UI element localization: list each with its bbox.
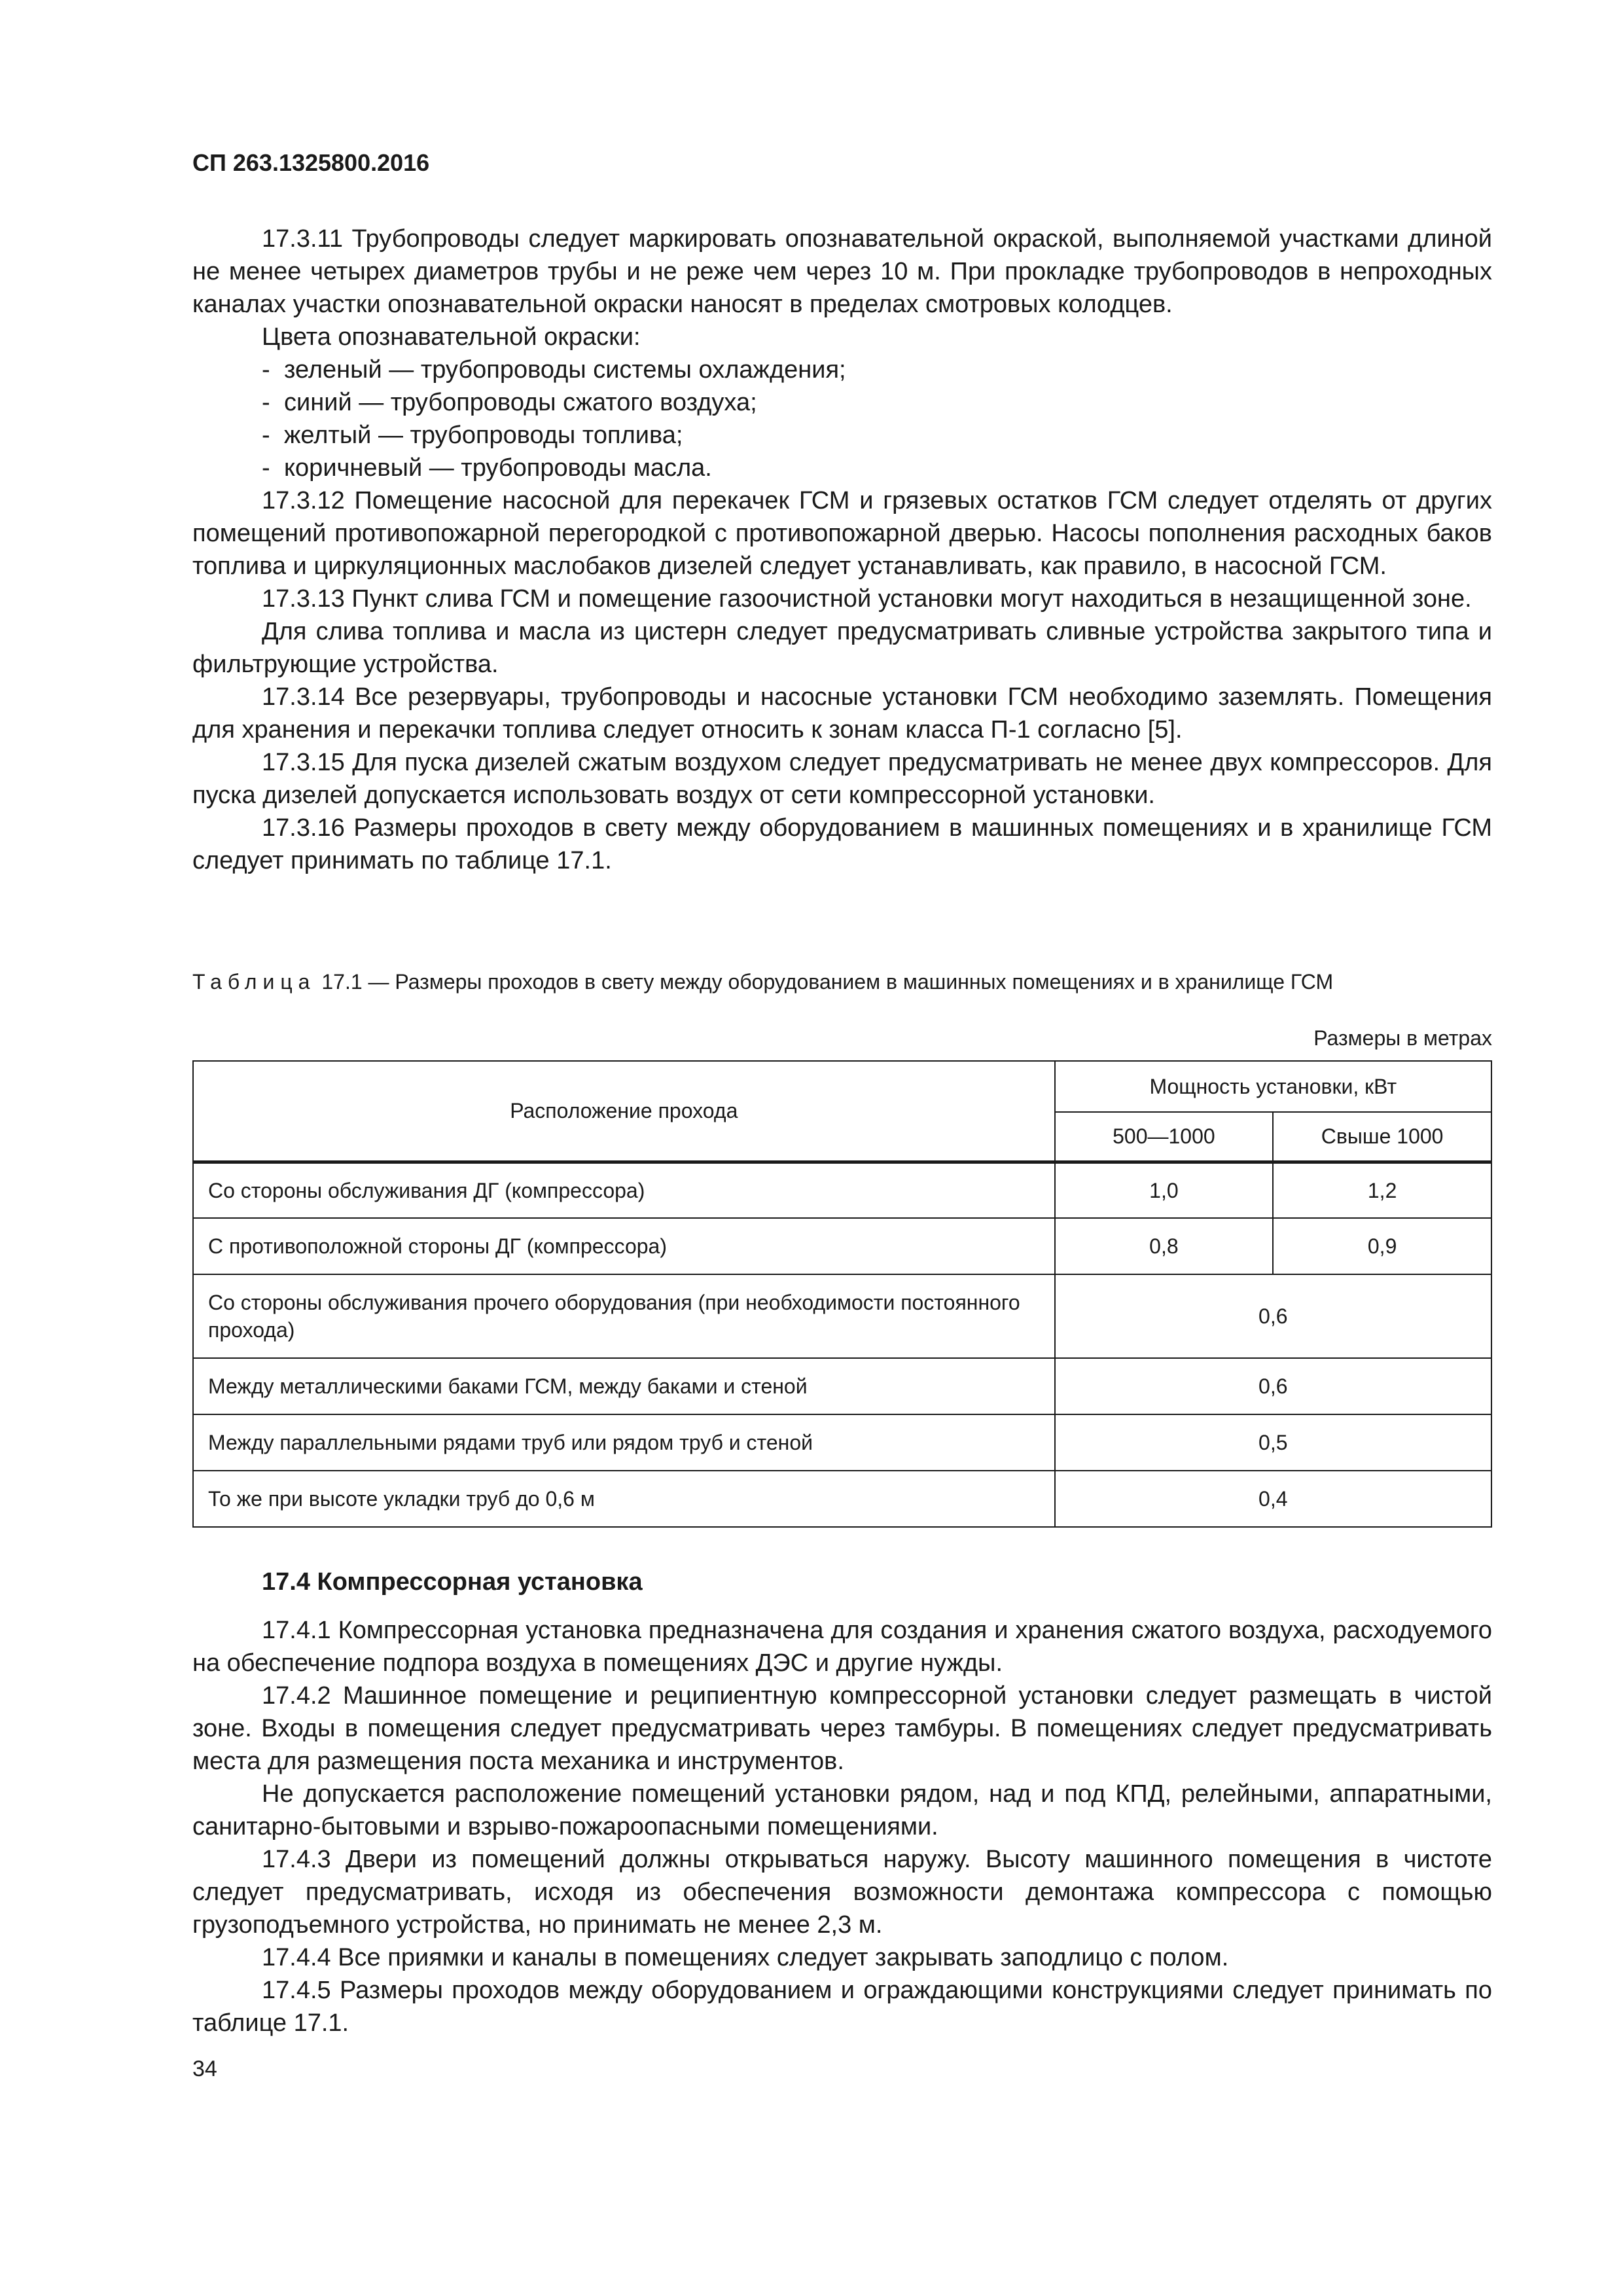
row-value: 0,6 [1055, 1274, 1491, 1358]
paragraph-17-3-14: 17.3.14 Все резервуары, трубопроводы и насосные установки ГСМ необходимо заземлять. Помещения для хранения и перекачки топлива следует относить к зонам класса П-1 согласно [5]. [192, 683, 1492, 744]
row-value: 0,9 [1273, 1218, 1491, 1274]
list-item-text: зеленый — трубопроводы системы охлаждения; [284, 356, 846, 384]
page-number: 34 [192, 2056, 217, 2081]
table-row [193, 1162, 1491, 1218]
row-value: 1,2 [1273, 1162, 1491, 1218]
paragraph-17-3-16: 17.3.16 Размеры проходов в свету между оборудованием в машинных помещениях и в хранилище ГСМ следует принимать по таблице 17.1. [192, 814, 1492, 874]
list-item: - синий — трубопроводы сжатого воздуха; [262, 389, 757, 416]
list-item: - желтый — трубопроводы топлива; [262, 422, 683, 449]
paragraph-17-4-4: 17.4.4 Все приямки и каналы в помещениях следует закрывать заподлицо с полом. [262, 1944, 1229, 1971]
body-text-top [192, 223, 1492, 877]
row-label: Между параллельными рядами труб или рядом труб и стеной [193, 1414, 1055, 1471]
table-row [193, 1358, 1491, 1414]
list-item: - зеленый — трубопроводы системы охлаждения; [262, 356, 846, 384]
row-value: 0,5 [1055, 1414, 1491, 1471]
paragraph-17-4-5: 17.4.5 Размеры проходов между оборудованием и ограждающими конструкциями следует принимать по таблице 17.1. [192, 1977, 1492, 2037]
row-label: Со стороны обслуживания ДГ (компрессора) [193, 1162, 1055, 1218]
row-label: Между металлическими баками ГСМ, между баками и стеной [193, 1358, 1055, 1414]
header-col-500-1000: 500—1000 [1055, 1112, 1274, 1162]
table-row [193, 1414, 1491, 1471]
row-label: То же при высоте укладки труб до 0,6 м [193, 1471, 1055, 1527]
list-item-text: коричневый — трубопроводы масла. [284, 454, 712, 482]
table-row [193, 1218, 1491, 1274]
body-text-bottom [192, 1614, 1492, 2039]
row-label: С противоположной стороны ДГ (компрессора) [193, 1218, 1055, 1274]
paragraph-17-4-1: 17.4.1 Компрессорная установка предназначена для создания и хранения сжатого воздуха, расходуемого на обеспечение подпора воздуха в помещениях ДЭС и другие нужды. [192, 1617, 1492, 1677]
table-units: Размеры в метрах [1313, 1026, 1492, 1050]
row-value: 0,8 [1055, 1218, 1274, 1274]
table-17-1 [192, 1060, 1492, 1528]
table-row [193, 1471, 1491, 1527]
section-title-17-4: 17.4 Компрессорная установка [262, 1568, 643, 1596]
row-value: 0,6 [1055, 1358, 1491, 1414]
row-value: 0,4 [1055, 1471, 1491, 1527]
list-item: - коричневый — трубопроводы масла. [262, 454, 712, 482]
document-code-header: СП 263.1325800.2016 [192, 149, 430, 176]
paragraph-not-allowed: Не допускается расположение помещений установки рядом, над и под КПД, релейными, аппаратными, санитарно-бытовыми и взрыво-пожароопасными помещениями. [192, 1780, 1492, 1840]
header-col-over-1000: Свыше 1000 [1273, 1112, 1491, 1162]
paragraph-17-3-13: 17.3.13 Пункт слива ГСМ и помещение газоочистной установки могут находиться в незащищенной зоне. [262, 585, 1472, 613]
colors-intro: Цвета опознавательной окраски: [262, 323, 641, 351]
paragraph-17-4-2: 17.4.2 Машинное помещение и реципиентную компрессорной установки следует размещать в чистой зоне. Входы в помещения следует предусматривать через тамбуры. В помещениях следует предусматривать места для размещения поста механика и инструментов. [192, 1682, 1492, 1775]
list-item-text: желтый — трубопроводы топлива; [284, 422, 683, 449]
table-caption-word: Таблица [192, 970, 316, 994]
paragraph-17-3-11: 17.3.11 Трубопроводы следует маркировать опознавательной окраской, выполняемой участками длиной не менее четырех диаметров трубы и не реже чем через 10 м. При прокладке трубопроводов в непроходных каналах участки опознавательной окраски наносят в пределах смотровых колодцев. [192, 225, 1492, 318]
paragraph-17-3-12: 17.3.12 Помещение насосной для перекачек ГСМ и грязевых остатков ГСМ следует отделять от других помещений противопожарной перегородкой с противопожарной дверью. Насосы пополнения расходных баков топлива и циркуляционных маслобаков дизелей следует устанавливать, как правило, в насосной ГСМ. [192, 487, 1492, 580]
paragraph-17-3-15: 17.3.15 Для пуска дизелей сжатым воздухом следует предусматривать не менее двух компрессоров. Для пуска дизелей допускается использовать воздух от сети компрессорной установки. [192, 749, 1492, 809]
header-power: Мощность установки, кВт [1055, 1061, 1491, 1112]
paragraph-drain: Для слива топлива и масла из цистерн следует предусматривать сливные устройства закрытого типа и фильтрующие устройства. [192, 618, 1492, 678]
table-caption-text: 17.1 — Размеры проходов в свету между оборудованием в машинных помещениях и в хранилище ГСМ [321, 970, 1334, 994]
row-label: Со стороны обслуживания прочего оборудования (при необходимости постоянного прохода) [193, 1274, 1055, 1358]
list-item-text: синий — трубопроводы сжатого воздуха; [284, 389, 757, 416]
header-location: Расположение прохода [193, 1061, 1055, 1162]
row-value: 1,0 [1055, 1162, 1274, 1218]
document-page [192, 0, 1492, 2296]
paragraph-17-4-3: 17.4.3 Двери из помещений должны открываться наружу. Высоту машинного помещения в чистоте следует предусматривать, исходя из обеспечения возможности демонтажа компрессора с помощью грузоподъемного устройства, но принимать не менее 2,3 м. [192, 1846, 1492, 1939]
table-row [193, 1274, 1491, 1358]
table-caption [192, 970, 1492, 994]
